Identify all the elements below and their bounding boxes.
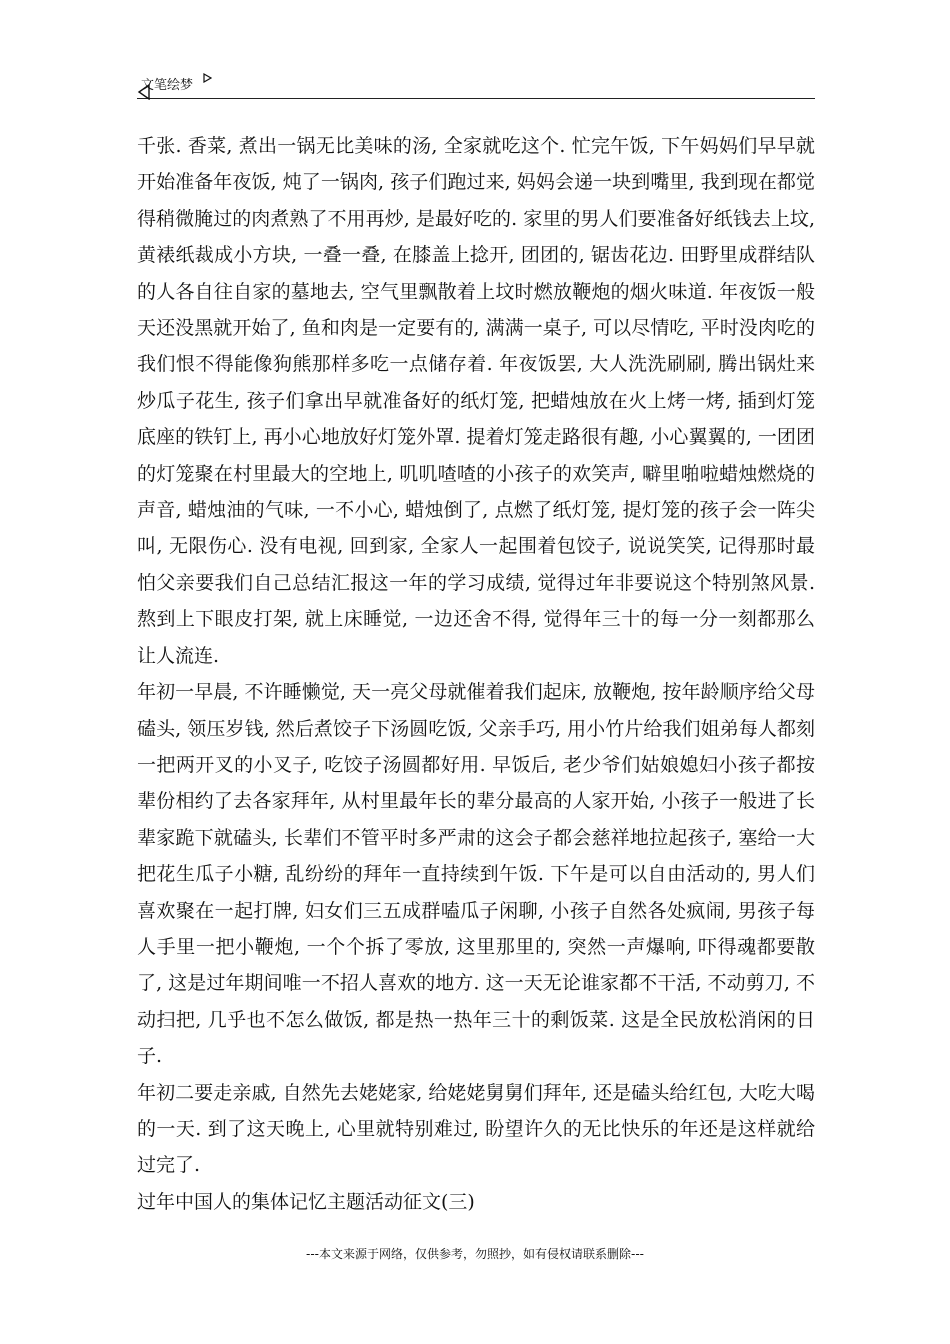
triangle-right-outline-icon bbox=[203, 72, 212, 87]
footer-notice: ---本文来源于网络，仅供参考，勿照抄，如有侵权请联系删除--- bbox=[306, 1247, 644, 1261]
paragraph-new-year-day: 年初一早晨, 不许睡懒觉, 天一亮父母就催着我们起床, 放鞭炮, 按年龄顺序给父母磕头, 领压岁钱, 然后煮饺子下汤圆吃饭, 父亲手巧, 用小竹片给我们姐弟每人都刻一把两开叉的小叉子, 吃饺子汤圆都好用. 早饭后, 老少爷们姑娘媳妇小孩子都按辈份相约了去各家拜年, 从村里最年长的辈分最高的人家开始, 小孩子一般进了长辈家跪下就磕头, 长辈们不管平时多严肃的这会子都会慈祥地拉起孩子, 塞给一大把花生瓜子小糖, 乱纷纷的拜年一直持续到午饭. 下午是可以自由活动的, 男人们喜欢聚在一起打牌, 妇女们三五成群嗑瓜子闲聊, 小孩子自然各处疯闹, 男孩子每人手里一把小鞭炮, 一个个拆了零放, 这里那里的, 突然一声爆响, 吓得魂都要散了, 这是过年期间唯一不招人喜欢的地方. 这一天无论谁家都不干活, 不动剪刀, 不动扫把, 几乎也不怎么做饭, 都是热一热年三十的剩饭菜. 这是全民放松消闲的日子. bbox=[137, 681, 815, 1068]
paragraph-second-day: 年初二要走亲戚, 自然先去姥姥家, 给姥姥舅舅们拜年, 还是磕头给红包, 大吃大喝的一天. 到了这天晚上, 心里就特别难过, 盼望许久的无比快乐的年还是这样就给过完了. bbox=[137, 1081, 815, 1177]
paragraph-new-year-eve: 千张. 香菜, 煮出一锅无比美味的汤, 全家就吃这个. 忙完午饭, 下午妈妈们早早就开始准备年夜饭, 炖了一锅肉, 孩子们跑过来, 妈妈会递一块到嘴里, 我到现在都觉得稍微腌过的肉煮熟了不用再炒, 是最好吃的. 家里的男人们要准备好纸钱去上坟, 黄裱纸裁成小方块, 一叠一叠, 在膝盖上捻开, 团团的, 锯齿花边. 田野里成群结队的人各自往自家的墓地去, 空气里飘散着上坟时燃放鞭炮的烟火味道. 年夜饭一般天还没黑就开始了, 鱼和肉是一定要有的, 满满一桌子, 可以尽情吃, 平时没肉吃的我们恨不得能像狗熊那样多吃一点储存着. 年夜饭罢, 大人洗洗刷刷, 腾出锅灶来炒瓜子花生, 孩子们拿出早就准备好的纸灯笼, 把蜡烛放在火上烤一烤, 插到灯笼底座的铁钉上, 再小心地放好灯笼外罩. 提着灯笼走路很有趣, 小心翼翼的, 一团团的灯笼聚在村里最大的空地上, 叽叽喳喳的小孩子的欢笑声, 噼里啪啦蜡烛燃烧的声音, 蜡烛油的气味, 一不小心, 蜡烛倒了, 点燃了纸灯笼, 提灯笼的孩子会一阵尖叫, 无限伤心. 没有电视, 回到家, 全家人一起围着包饺子, 说说笑笑, 记得那时最怕父亲要我们自己总结汇报这一年的学习成绩, 觉得过年非要说这个特别煞风景. 熬到上下眼皮打架, 就上床睡觉, 一边还舍不得, 觉得年三十的每一分一刻都那么让人流连. bbox=[137, 135, 815, 667]
brand-label: 文笔绘梦 bbox=[141, 78, 194, 93]
brand-block bbox=[137, 74, 212, 93]
article-body bbox=[137, 128, 815, 1220]
section-title: 过年中国人的集体记忆主题活动征文(三) bbox=[137, 1190, 475, 1213]
page-header bbox=[137, 70, 815, 99]
